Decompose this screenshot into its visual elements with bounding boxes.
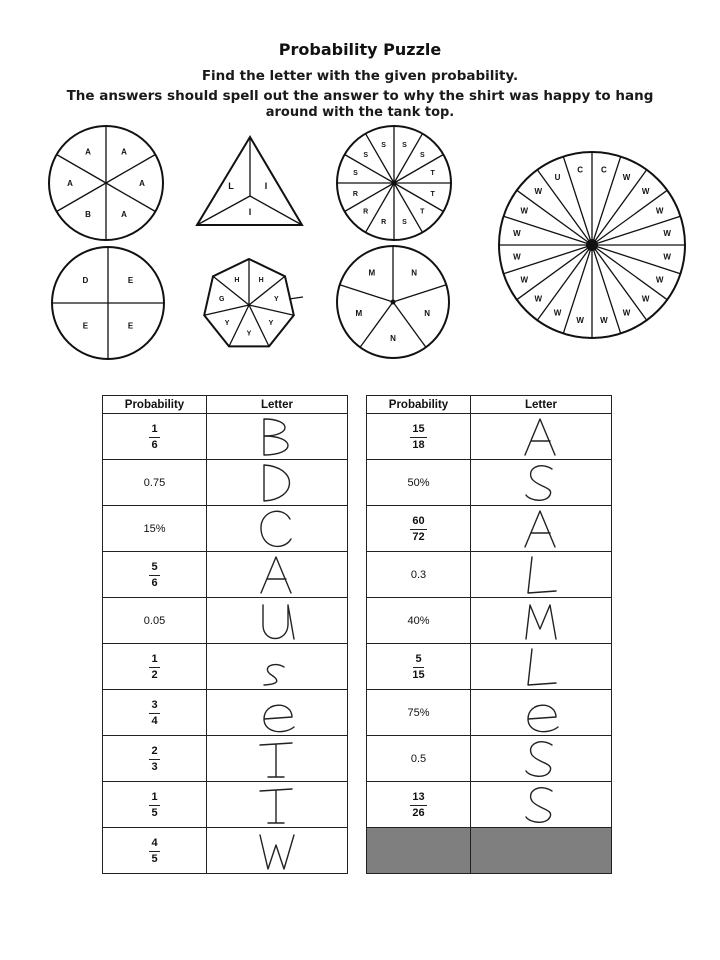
fraction-numerator: 13 [410, 792, 426, 806]
handwritten-answer [522, 739, 560, 779]
spinner-label: C [601, 165, 607, 175]
spinner-label: Y [246, 330, 252, 338]
probability-value: 0.5 [410, 752, 427, 765]
spinner-label: W [534, 187, 543, 197]
letter-cell [471, 506, 612, 552]
handwritten-answer [522, 555, 560, 595]
letter-cell [471, 736, 612, 782]
spinner-label: W [655, 275, 664, 285]
fraction [149, 792, 159, 819]
probability-cell [367, 736, 471, 782]
answer-letter-text: S [522, 738, 523, 740]
letter-cell [471, 414, 612, 460]
fraction [412, 654, 424, 681]
handwritten-letter [525, 419, 555, 455]
letter-cell [471, 460, 612, 506]
spinner-label: N [424, 308, 431, 318]
spinner-label: S [353, 170, 358, 178]
spinner-label: W [663, 228, 671, 238]
answer-letter-text: S [522, 462, 523, 464]
spinner-label: E [82, 321, 89, 331]
spinner-label: G [218, 296, 225, 304]
spinner-label: T [420, 208, 425, 216]
spinners-figure [0, 0, 720, 380]
answer-letter-text: e [258, 692, 259, 694]
fraction [149, 562, 159, 589]
answer-letter-text: D [258, 462, 259, 464]
spinner-label: A [139, 178, 145, 188]
fraction-numerator: 60 [410, 516, 426, 530]
table-row [367, 828, 612, 874]
spinner-label: W [513, 252, 521, 262]
handwritten-answer [522, 509, 560, 549]
handwritten-answer [522, 647, 560, 687]
probability-header: Probability [367, 396, 471, 414]
probability-cell [103, 552, 207, 598]
answer-letter-text: U [258, 600, 259, 602]
handwritten-answer [258, 463, 296, 503]
handwritten-letter [264, 419, 288, 455]
answer-letter-text: L [522, 554, 523, 556]
probability-cell [103, 598, 207, 644]
spinner-d [52, 247, 164, 359]
fraction-numerator: 2 [149, 746, 159, 760]
spinner-label: W [655, 206, 664, 216]
letter-cell [207, 460, 348, 506]
probability-cell [103, 782, 207, 828]
spinner-label: L [228, 181, 234, 192]
spinner-label: S [402, 219, 407, 227]
fraction-denominator: 15 [412, 668, 425, 681]
spinner-h [204, 259, 303, 346]
handwritten-letter [526, 741, 552, 776]
table-row [367, 460, 612, 506]
probability-cell [367, 552, 471, 598]
spinner-label: R [352, 190, 358, 198]
handwritten-letter [264, 664, 284, 684]
handwritten-letter [528, 705, 558, 731]
probability-cell [103, 414, 207, 460]
letter-cell [471, 828, 612, 874]
letter-cell [471, 782, 612, 828]
spinner-a [49, 126, 163, 240]
answer-letter-text: L [522, 646, 523, 648]
probability-cell [367, 782, 471, 828]
answer-letter-text: C [258, 508, 259, 510]
answer-letter-text: M [522, 600, 523, 602]
table-row [367, 414, 612, 460]
spinner-label: S [419, 152, 425, 160]
fraction-numerator: 5 [413, 654, 423, 668]
probability-cell [103, 460, 207, 506]
table-row [103, 506, 348, 552]
spinner-label: E [127, 321, 134, 331]
letter-cell [207, 782, 348, 828]
table-row [103, 782, 348, 828]
handwritten-answer [258, 647, 296, 687]
probability-cell [103, 644, 207, 690]
letter-header: Letter [207, 396, 348, 414]
fraction [410, 792, 426, 819]
probability-value: 50% [407, 476, 430, 489]
spinner-label: W [534, 294, 543, 304]
handwritten-answer [258, 555, 296, 595]
spinner-label: Y [224, 319, 230, 327]
handwritten-answer [522, 417, 560, 457]
spinner-label: W [553, 308, 562, 318]
handwritten-letter [261, 511, 291, 546]
handwritten-answer [522, 785, 560, 825]
spinner-label: B [85, 210, 91, 219]
handwritten-letter [528, 649, 556, 685]
fraction-denominator: 26 [412, 806, 425, 819]
spinner-label: A [121, 147, 127, 157]
handwritten-letter [264, 705, 294, 731]
handwritten-letter [525, 511, 555, 547]
letter-cell [207, 690, 348, 736]
spinner-label: U [554, 173, 561, 183]
table-row [103, 460, 348, 506]
spinner-l [197, 137, 302, 225]
table-row [367, 736, 612, 782]
fraction-numerator: 5 [149, 562, 159, 576]
probability-cell [103, 828, 207, 874]
fraction-numerator: 15 [410, 424, 426, 438]
answer-letter-text: W [258, 830, 259, 832]
fraction-numerator: 1 [149, 792, 159, 806]
spinner-label: M [355, 308, 363, 318]
handwritten-letter [260, 789, 292, 823]
letter-cell [471, 690, 612, 736]
answer-table-left [102, 395, 348, 874]
spinner-label: S [363, 152, 369, 160]
probability-header: Probability [103, 396, 207, 414]
spinner-label: T [430, 170, 435, 178]
fraction-denominator: 72 [412, 530, 425, 543]
spinner-m [337, 246, 449, 358]
fraction-numerator: 1 [149, 424, 159, 438]
spinner-label: I [264, 181, 268, 192]
fraction [149, 700, 159, 727]
table-row [103, 828, 348, 874]
probability-value: 0.05 [143, 614, 166, 627]
letter-cell [207, 598, 348, 644]
spinner-label: Y [268, 319, 274, 327]
fraction-denominator: 18 [412, 438, 425, 451]
probability-cell [367, 460, 471, 506]
fraction [149, 424, 159, 451]
letter-cell [471, 552, 612, 598]
letter-cell [207, 736, 348, 782]
fraction-denominator: 6 [151, 438, 158, 451]
letter-cell [471, 644, 612, 690]
answer-letter-text: A [258, 554, 259, 556]
spinner-label: W [600, 315, 608, 325]
table-row [103, 598, 348, 644]
spinner-label: C [577, 165, 583, 175]
table-row [367, 782, 612, 828]
handwritten-answer [258, 601, 296, 641]
fraction [410, 516, 426, 543]
table-row [367, 690, 612, 736]
handwritten-answer [258, 831, 296, 871]
probability-value: 0.3 [410, 568, 427, 581]
fraction [149, 746, 159, 773]
handwritten-answer [258, 693, 296, 733]
answer-letter-text: e [522, 692, 523, 694]
handwritten-letter [526, 605, 556, 639]
handwritten-letter [260, 743, 292, 777]
probability-cell [103, 736, 207, 782]
letter-cell [207, 414, 348, 460]
spinner-label: H [234, 277, 240, 285]
fraction-numerator: 1 [149, 654, 159, 668]
spinner-label: D [82, 276, 89, 286]
spinner-label: W [641, 187, 650, 197]
probability-cell [367, 506, 471, 552]
answer-table-right [366, 395, 612, 874]
letter-cell [207, 828, 348, 874]
page-title: Probability Puzzle [278, 40, 442, 59]
letter-cell [207, 644, 348, 690]
fraction-numerator: 3 [149, 700, 159, 714]
spinner-label: S [402, 141, 407, 149]
spinner-label: W [576, 315, 584, 325]
table-row [367, 506, 612, 552]
probability-value: 40% [407, 614, 430, 627]
table-row [103, 690, 348, 736]
spinner-label: S [381, 141, 386, 149]
spinner-label: E [127, 276, 134, 286]
fraction [149, 654, 159, 681]
spinner-label: W [520, 206, 529, 216]
letter-cell [207, 552, 348, 598]
spinner-label: W [622, 173, 631, 183]
probability-value: 15% [143, 522, 166, 535]
handwritten-letter [528, 557, 556, 593]
fraction-denominator: 2 [151, 668, 158, 681]
spinner-w [499, 152, 685, 338]
spinner-label: W [520, 275, 529, 285]
probability-cell [103, 690, 207, 736]
spinner-label: W [663, 252, 671, 262]
spinner-label: W [641, 294, 650, 304]
table-row [367, 598, 612, 644]
answer-letter-text: S [522, 784, 523, 786]
table-row [103, 644, 348, 690]
spinner-label: I [248, 207, 252, 218]
probability-cell [367, 414, 471, 460]
probability-cell [367, 690, 471, 736]
handwritten-answer [522, 693, 560, 733]
spinner-label: A [121, 210, 127, 219]
handwritten-letter [260, 835, 294, 869]
table-row [103, 414, 348, 460]
spinner-label: Y [273, 296, 279, 304]
instruction-line-3: around with the tank top. [265, 105, 455, 120]
instruction-line-2: The answers should spell out the answer to why the shirt was happy to hang [66, 88, 654, 104]
fraction-denominator: 5 [151, 852, 158, 865]
probability-cell [367, 644, 471, 690]
handwritten-letter [261, 557, 291, 593]
table-row [103, 552, 348, 598]
spinner-label: M [368, 268, 376, 278]
handwritten-letter [526, 787, 552, 822]
fraction [410, 424, 426, 451]
spinner-label: N [390, 333, 396, 343]
table-row [367, 552, 612, 598]
spinner-label: H [258, 277, 264, 285]
fraction [149, 838, 159, 865]
spinner-label: T [430, 190, 435, 198]
handwritten-answer [258, 417, 296, 457]
handwritten-answer [522, 601, 560, 641]
answer-letter-text: s [258, 646, 259, 648]
spinner-s [337, 126, 451, 240]
table-row [103, 736, 348, 782]
table-row [367, 644, 612, 690]
answer-letter-text: A [522, 508, 523, 510]
answer-letter-text: B [258, 416, 259, 418]
handwritten-answer [258, 739, 296, 779]
handwritten-letter [263, 605, 294, 639]
handwritten-answer [522, 463, 560, 503]
spinner-label: W [622, 308, 631, 318]
spinner-label: A [85, 147, 91, 157]
probability-cell [367, 828, 471, 874]
probability-value: 0.75 [143, 476, 166, 489]
spinner-label: R [381, 219, 387, 227]
handwritten-answer [258, 509, 296, 549]
spinner-label: R [363, 208, 369, 216]
fraction-denominator: 4 [151, 714, 158, 727]
fraction-denominator: 3 [151, 760, 158, 773]
answer-letter-text: T [258, 784, 259, 786]
handwritten-answer [258, 785, 296, 825]
spinner-label: N [411, 268, 418, 278]
letter-header: Letter [471, 396, 612, 414]
letter-cell [207, 506, 348, 552]
answer-letter-text: T [258, 738, 259, 740]
probability-cell [103, 506, 207, 552]
fraction-denominator: 6 [151, 576, 158, 589]
probability-value: 75% [407, 706, 430, 719]
spinner-label: W [513, 228, 521, 238]
spinner-label: A [67, 178, 73, 188]
probability-cell [367, 598, 471, 644]
instruction-line-1: Find the letter with the given probability. [201, 68, 519, 84]
fraction-denominator: 5 [151, 806, 158, 819]
handwritten-letter [526, 465, 552, 500]
letter-cell [471, 598, 612, 644]
answer-letter-text: A [522, 416, 523, 418]
handwritten-letter [264, 465, 290, 501]
fraction-numerator: 4 [149, 838, 159, 852]
